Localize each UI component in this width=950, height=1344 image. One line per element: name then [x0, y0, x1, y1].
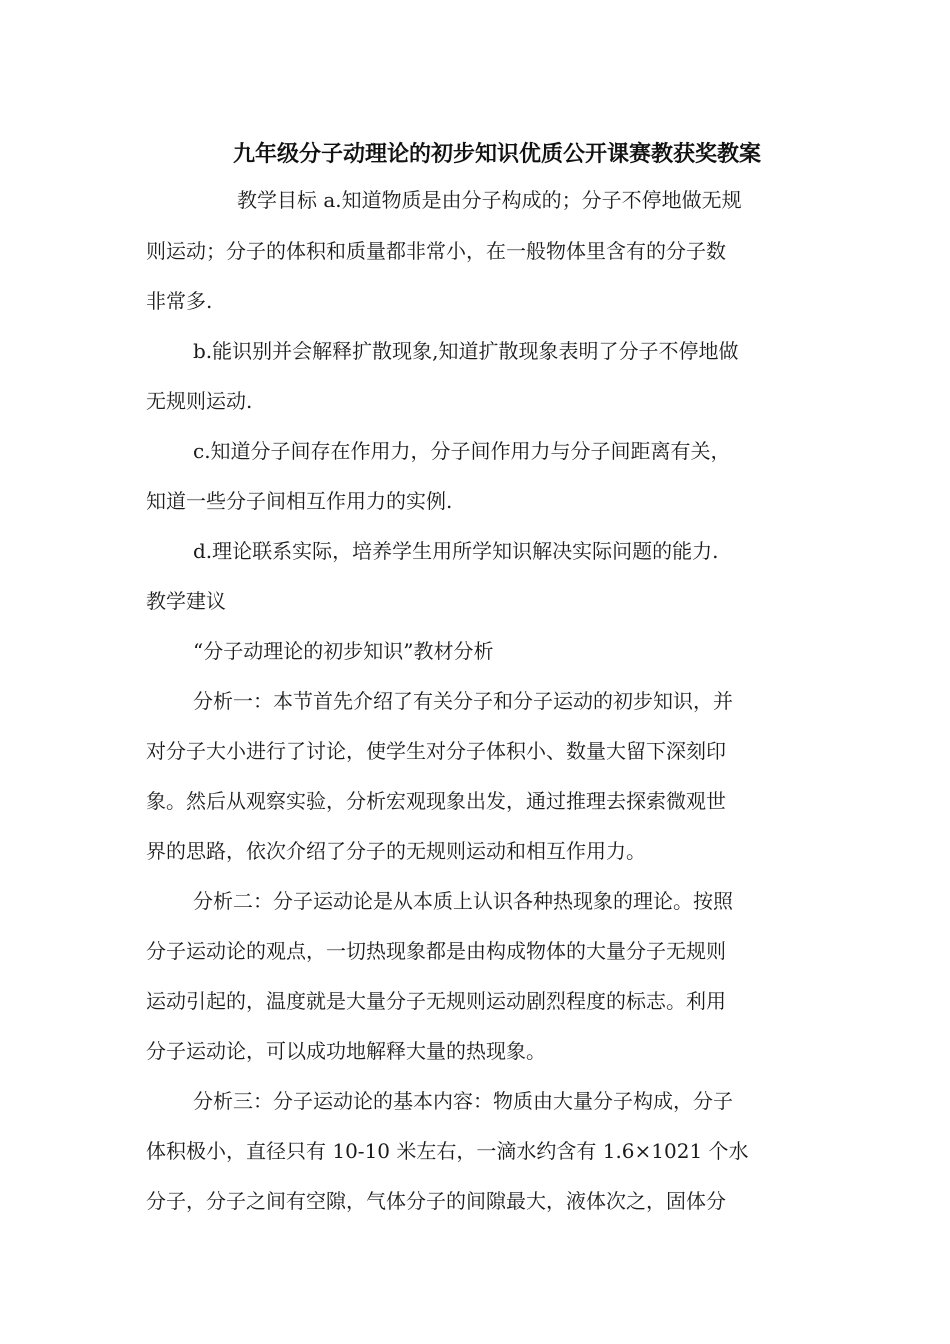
paragraph-line: 运动引起的，温度就是大量分子无规则运动剧烈程度的标志。利用	[146, 989, 726, 1013]
document-title: 九年级分子动理论的初步知识优质公开课赛教获奖教案	[232, 142, 761, 167]
paragraph-line: 分子，分子之间有空隙，气体分子的间隙最大，液体次之，固体分	[146, 1189, 726, 1213]
paragraph-line: 象。然后从观察实验，分析宏观现象出发，通过推理去探索微观世	[146, 789, 726, 813]
paragraph-line: d.理论联系实际，培养学生用所学知识解决实际问题的能力.	[193, 539, 719, 563]
paragraph-line: 知道一些分子间相互作用力的实例.	[146, 489, 453, 513]
paragraph-line: 分析一：本节首先介绍了有关分子和分子运动的初步知识，并	[193, 689, 733, 713]
paragraph-line: 分子运动论，可以成功地解释大量的热现象。	[146, 1039, 546, 1063]
paragraph-line: c.知道分子间存在作用力，分子间作用力与分子间距离有关，	[193, 439, 731, 463]
paragraph-line: 分析三：分子运动论的基本内容：物质由大量分子构成，分子	[193, 1089, 733, 1113]
section-heading: 教学建议	[146, 589, 226, 613]
paragraph-line: b.能识别并会解释扩散现象,知道扩散现象表明了分子不停地做	[193, 339, 739, 363]
paragraph-line: 非常多.	[146, 289, 213, 313]
paragraph-line: 分子运动论的观点，一切热现象都是由构成物体的大量分子无规则	[146, 939, 726, 963]
subsection-heading: “分子动理论的初步知识”教材分析	[193, 639, 494, 663]
paragraph-line: 无规则运动.	[146, 389, 253, 413]
paragraph-line: 界的思路，依次介绍了分子的无规则运动和相互作用力。	[146, 839, 646, 863]
paragraph-line: 分析二：分子运动论是从本质上认识各种热现象的理论。按照	[193, 889, 733, 913]
paragraph-line: 教学目标 a.知道物质是由分子构成的；分子不停地做无规	[237, 188, 742, 212]
paragraph-line: 体积极小，直径只有 10-10 米左右，一滴水约含有 1.6×1021 个水	[146, 1139, 749, 1163]
paragraph-line: 则运动；分子的体积和质量都非常小，在一般物体里含有的分子数	[146, 239, 726, 263]
paragraph-line: 对分子大小进行了讨论，使学生对分子体积小、数量大留下深刻印	[146, 739, 726, 763]
